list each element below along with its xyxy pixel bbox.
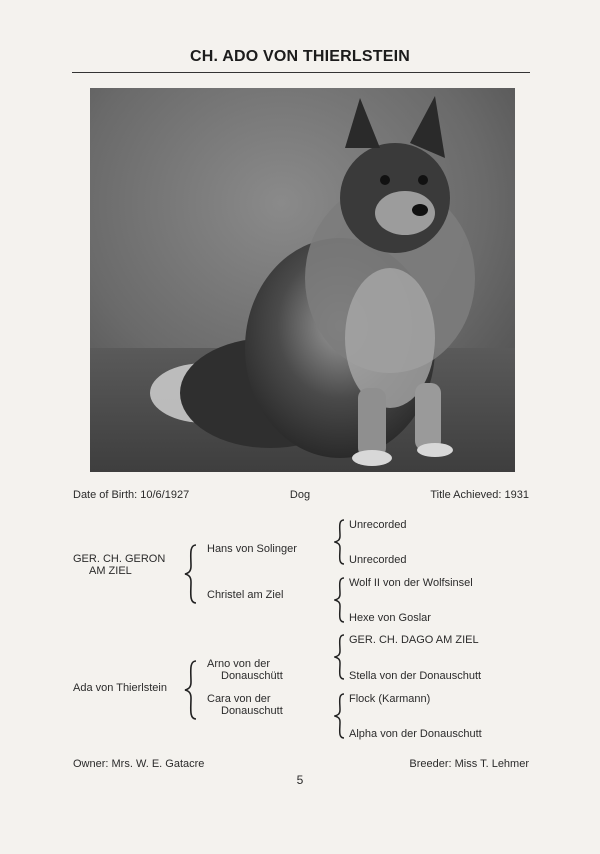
brace-icon [334,693,346,739]
sire-sire: Hans von Solinger [207,543,297,555]
date-of-birth: Date of Birth: 10/6/1927 [73,489,190,501]
sire-name-line2: AM ZIEL [89,565,132,577]
title-rule [72,72,530,73]
ds-dam: Stella von der Donauschutt [349,670,482,682]
ds-sire: GER. CH. DAGO AM ZIEL [349,634,479,646]
ss-dam: Unrecorded [349,554,407,566]
dam-name: Ada von Thierlstein [73,682,167,694]
sire-name-line1: GER. CH. GERON [73,553,166,565]
owner: Owner: Mrs. W. E. Gatacre [73,758,205,770]
brace-icon [334,577,346,623]
sex: Dog [289,489,311,501]
dam-dam-line2: Donauschutt [221,705,283,717]
dam-sire-line2: Donauschütt [221,670,283,682]
dam-sire-line1: Arno von der [207,658,270,670]
breeder: Breeder: Miss T. Lehmer [409,758,529,770]
dam-dam-line1: Cara von der [207,693,271,705]
sd-dam: Hexe von Goslar [349,612,431,624]
brace-icon [184,660,198,720]
page-title: CH. ADO VON THIERLSTEIN [189,48,410,65]
brace-icon [334,634,346,680]
dog-photo-icon [90,88,515,472]
dog-photo [90,88,515,472]
sd-sire: Wolf II von der Wolfsinsel [349,577,473,589]
dd-sire: Flock (Karmann) [349,693,431,705]
title-achieved: Title Achieved: 1931 [430,489,529,501]
ss-sire: Unrecorded [349,519,407,531]
page-number: 5 [296,773,304,787]
brace-icon [334,519,346,565]
brace-icon [184,544,198,604]
dd-dam: Alpha von der Donauschutt [349,728,482,740]
sire-dam: Christel am Ziel [207,589,284,601]
